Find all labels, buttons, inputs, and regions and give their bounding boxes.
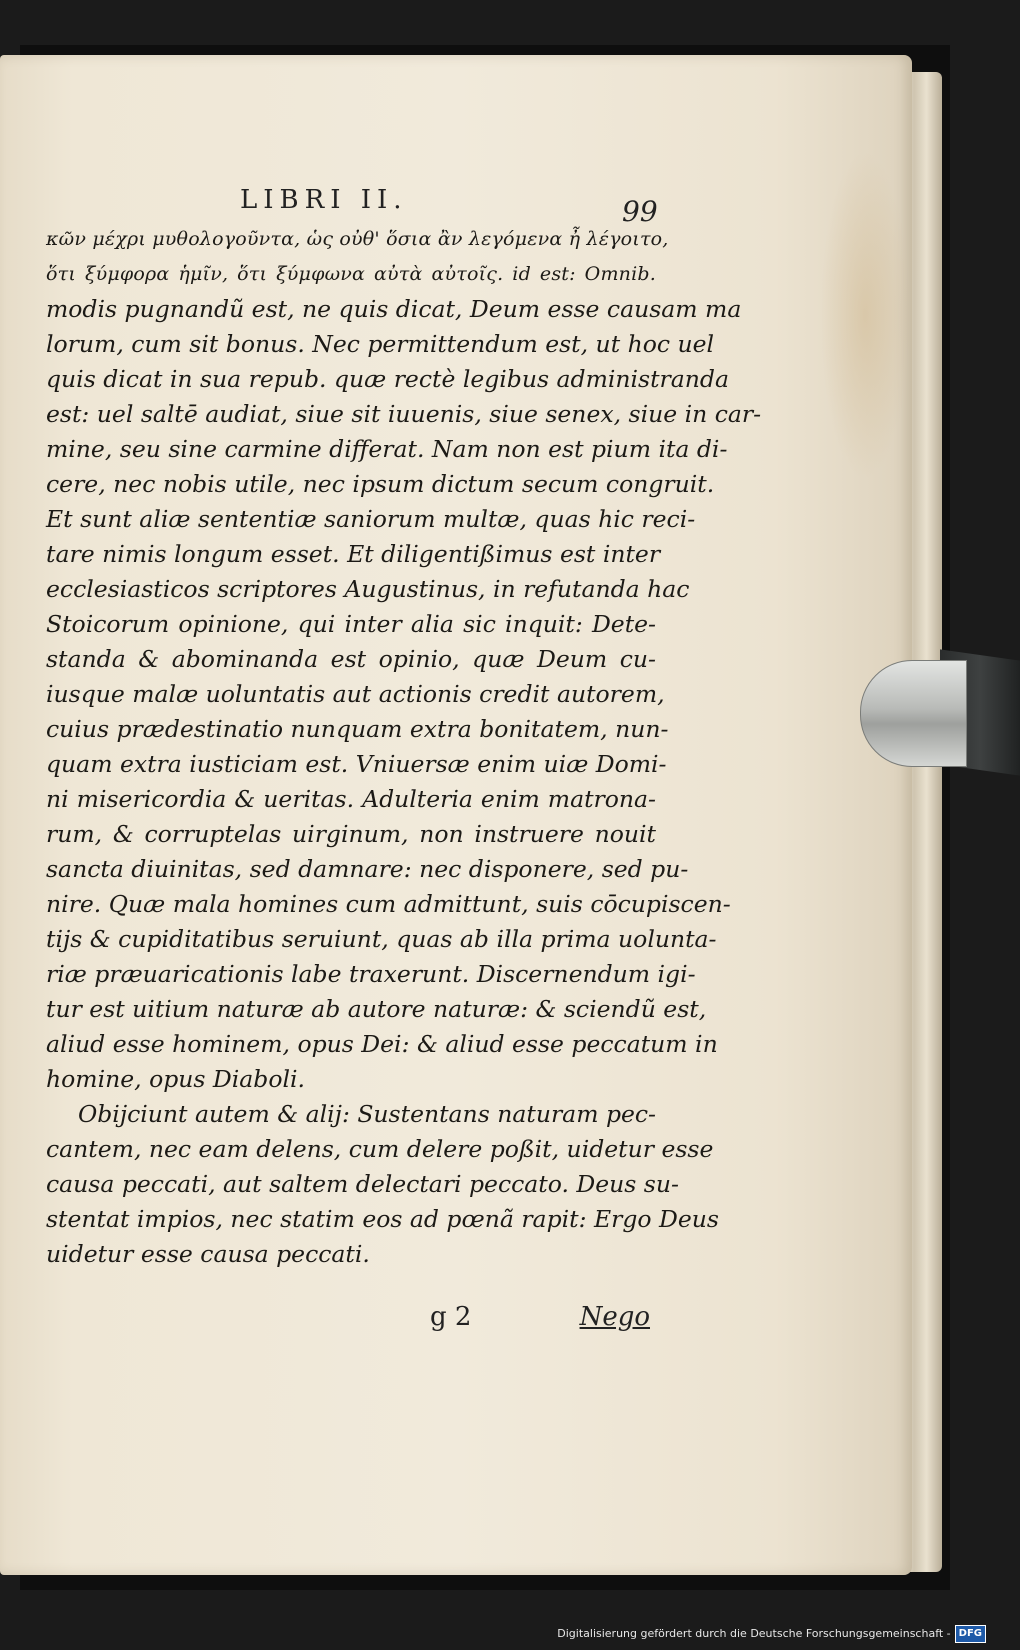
text-line: quis dicat in sua repub. quæ rectè legibus administranda (46, 365, 729, 393)
text-line: homine, opus Diaboli. (46, 1065, 305, 1093)
text-line: mine, seu sine carmine differat. Nam non est pium ita di- (46, 435, 728, 463)
text-line: rum, & corruptelas uirginum, non instruere nouit (46, 820, 656, 848)
clip-metal (860, 660, 967, 767)
catchword: Nego (579, 1302, 650, 1332)
text-line: uidetur esse causa peccati. (46, 1240, 370, 1268)
text-line: standa & abominanda est opinio, quæ Deum cu- (46, 645, 656, 673)
digitization-credit (557, 1626, 986, 1642)
text-line: lorum, cum sit bonus. Nec permittendum est, ut hoc uel (46, 330, 715, 358)
body-text (46, 222, 762, 1272)
text-line: modis pugnandũ est, ne quis dicat, Deum esse causam ma (46, 295, 742, 323)
text-line: cantem, nec eam delens, cum delere poßit, uidetur esse (46, 1135, 714, 1163)
text-line: sancta diuinitas, sed damnare: nec disponere, sed pu- (46, 855, 689, 883)
page-number: 99 (622, 195, 658, 228)
text-line: cere, nec nobis utile, nec ipsum dictum secum congruit. (46, 470, 715, 498)
text-line: cuius prædestinatio nunquam extra bonitatem, nun- (46, 715, 669, 743)
text-line: tare nimis longum esset. Et diligentißimus est inter (46, 540, 661, 568)
text-line: iusque malæ uoluntatis aut actionis credit autorem, (46, 680, 665, 708)
text-line: nire. Quæ mala homines cum admittunt, suis cōcupiscen- (46, 890, 731, 918)
text-line: riæ præuaricationis labe traxerunt. Discernendum igi- (46, 960, 696, 988)
text-line: quam extra iusticiam est. Vniuersæ enim uiæ Domi- (46, 750, 667, 778)
text-line: tijs & cupiditatibus seruiunt, quas ab illa prima uolunta- (46, 925, 717, 953)
text-line: stentat impios, nec statim eos ad pœnã rapit: Ergo Deus (46, 1205, 719, 1233)
paper-stain (820, 150, 910, 480)
text-line: κῶν μέχρι μυθολογοῦντα, ὡς οὐθ' ὅσια ἂν λεγόμενα ἦ λέγοιτο, (46, 228, 669, 250)
text-line: Stoicorum opinione, qui inter alia sic inquit: Dete- (46, 610, 656, 638)
text-line: est: uel saltē audiat, siue sit iuuenis, siue senex, siue in car- (46, 400, 762, 428)
text-line: ὅτι ξύμφορα ἡμῖν, ὅτι ξύμφωνα αὐτὰ αὐτοῖς. id est: Omnib. (46, 263, 656, 285)
running-head: LIBRI II. (240, 185, 408, 215)
page-clip (860, 655, 1000, 770)
text-line: aliud esse hominem, opus Dei: & aliud esse peccatum in (46, 1030, 718, 1058)
dfg-logo: DFG (955, 1625, 986, 1643)
text-line: ni misericordia & ueritas. Adulteria enim matrona- (46, 785, 656, 813)
text-line: Et sunt aliæ sententiæ saniorum multæ, quas hic reci- (46, 505, 696, 533)
signature-mark: g 2 (430, 1302, 472, 1332)
page-footer (430, 1302, 650, 1342)
text-line: tur est uitium naturæ ab autore naturæ: & sciendũ est, (46, 995, 707, 1023)
text-line: Obijciunt autem & alij: Sustentans naturam pec- (78, 1100, 656, 1128)
credit-text: Digitalisierung gefördert durch die Deutsche Forschungsgemeinschaft - (557, 1627, 951, 1640)
text-line: causa peccati, aut saltem delectari peccato. Deus su- (46, 1170, 679, 1198)
text-line: ecclesiasticos scriptores Augustinus, in refutanda hac (46, 575, 690, 603)
